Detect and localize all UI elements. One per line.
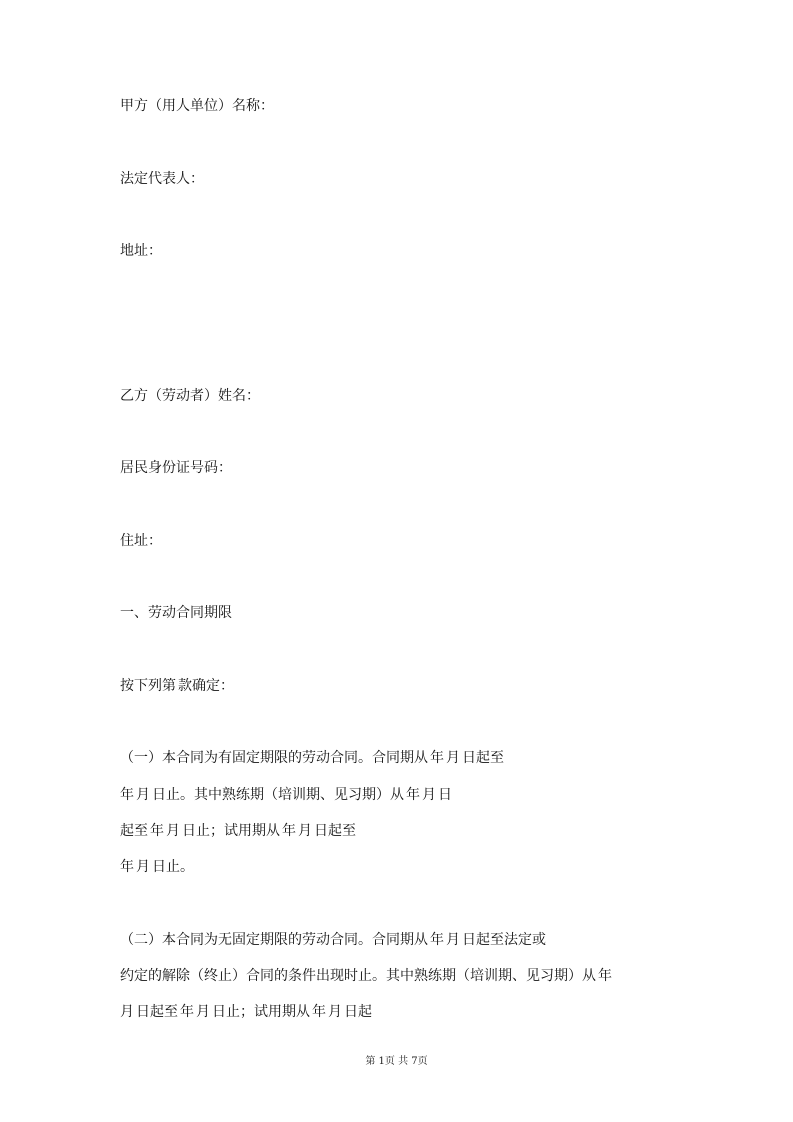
- month-label: 月: [166, 823, 180, 839]
- month-label: 月: [298, 823, 312, 839]
- clause1-text: 日止。其中熟练期（培训期、见习期）从: [152, 787, 404, 803]
- party-a-legal-rep-line: [120, 170, 680, 188]
- year-label: 年: [150, 823, 164, 839]
- page-footer: [0, 1056, 793, 1068]
- clause2-line2: [120, 967, 680, 985]
- page-number: 第 1页 共 7页: [365, 1056, 428, 1067]
- day-label: 日: [438, 787, 452, 803]
- day-label: 日起至: [136, 1004, 178, 1020]
- year-label: 年: [180, 1004, 194, 1020]
- party-b-name-label: 乙方（劳动者）姓名：: [120, 388, 260, 404]
- clause2-text: 约定的解除（终止）合同的条件出现时止。其中熟练期（培训期、见习期）从: [120, 968, 596, 984]
- year-label: 年: [406, 787, 420, 803]
- year-label: 年: [312, 1004, 326, 1020]
- year-label: 年: [430, 750, 444, 766]
- day-label: 日起至: [462, 750, 504, 766]
- party-b-address-label: 住址：: [120, 533, 162, 549]
- month-label: 月: [446, 932, 460, 948]
- clause1-line4: [120, 858, 680, 876]
- party-a-legal-rep-label: 法定代表人：: [120, 171, 204, 187]
- year-label: 年: [282, 823, 296, 839]
- year-label: 年: [120, 859, 134, 875]
- day-label: 日起: [344, 1004, 372, 1020]
- party-b-id-line: [120, 459, 680, 477]
- party-b-address-line: [120, 532, 680, 550]
- section1-choose-line: [120, 677, 680, 695]
- month-label: 月: [328, 1004, 342, 1020]
- clause2-line3: [120, 1003, 680, 1021]
- clause1-line3: [120, 822, 680, 840]
- clause2-text: 日止；试用期从: [212, 1004, 310, 1020]
- year-label: 年: [598, 968, 612, 984]
- day-label: 日起至: [314, 823, 356, 839]
- party-a-address-line: [120, 242, 680, 260]
- clause2-line1: [120, 931, 680, 949]
- year-label: 年: [430, 932, 444, 948]
- clause1-text: （一）本合同为有固定期限的劳动合同。合同期从: [120, 750, 428, 766]
- party-b-id-label: 居民身份证号码：: [120, 460, 232, 476]
- day-label: 日起至法定或: [462, 932, 546, 948]
- month-label: 月: [422, 787, 436, 803]
- clause1-text: 起至: [120, 823, 148, 839]
- party-a-name-label: 甲方（用人单位）名称：: [120, 98, 274, 114]
- party-a-address-label: 地址：: [120, 243, 162, 259]
- party-b-name-line: [120, 387, 680, 405]
- month-label: 月: [136, 787, 150, 803]
- month-label: 月: [120, 1004, 134, 1020]
- section1-heading-text: 一、劳动合同期限: [120, 605, 232, 621]
- year-label: 年: [120, 787, 134, 803]
- month-label: 月: [136, 859, 150, 875]
- choose-prefix: 按下列第: [120, 678, 176, 694]
- month-label: 月: [196, 1004, 210, 1020]
- clause1-line1: [120, 749, 680, 767]
- clause1-line2: [120, 786, 680, 804]
- section1-heading: [120, 604, 680, 622]
- month-label: 月: [446, 750, 460, 766]
- day-label: 日止。: [152, 859, 194, 875]
- clause2-text: （二）本合同为无固定期限的劳动合同。合同期从: [120, 932, 428, 948]
- choose-suffix: 款确定：: [178, 678, 234, 694]
- clause1-text: 日止；试用期从: [182, 823, 280, 839]
- party-a-name-line: [120, 97, 680, 115]
